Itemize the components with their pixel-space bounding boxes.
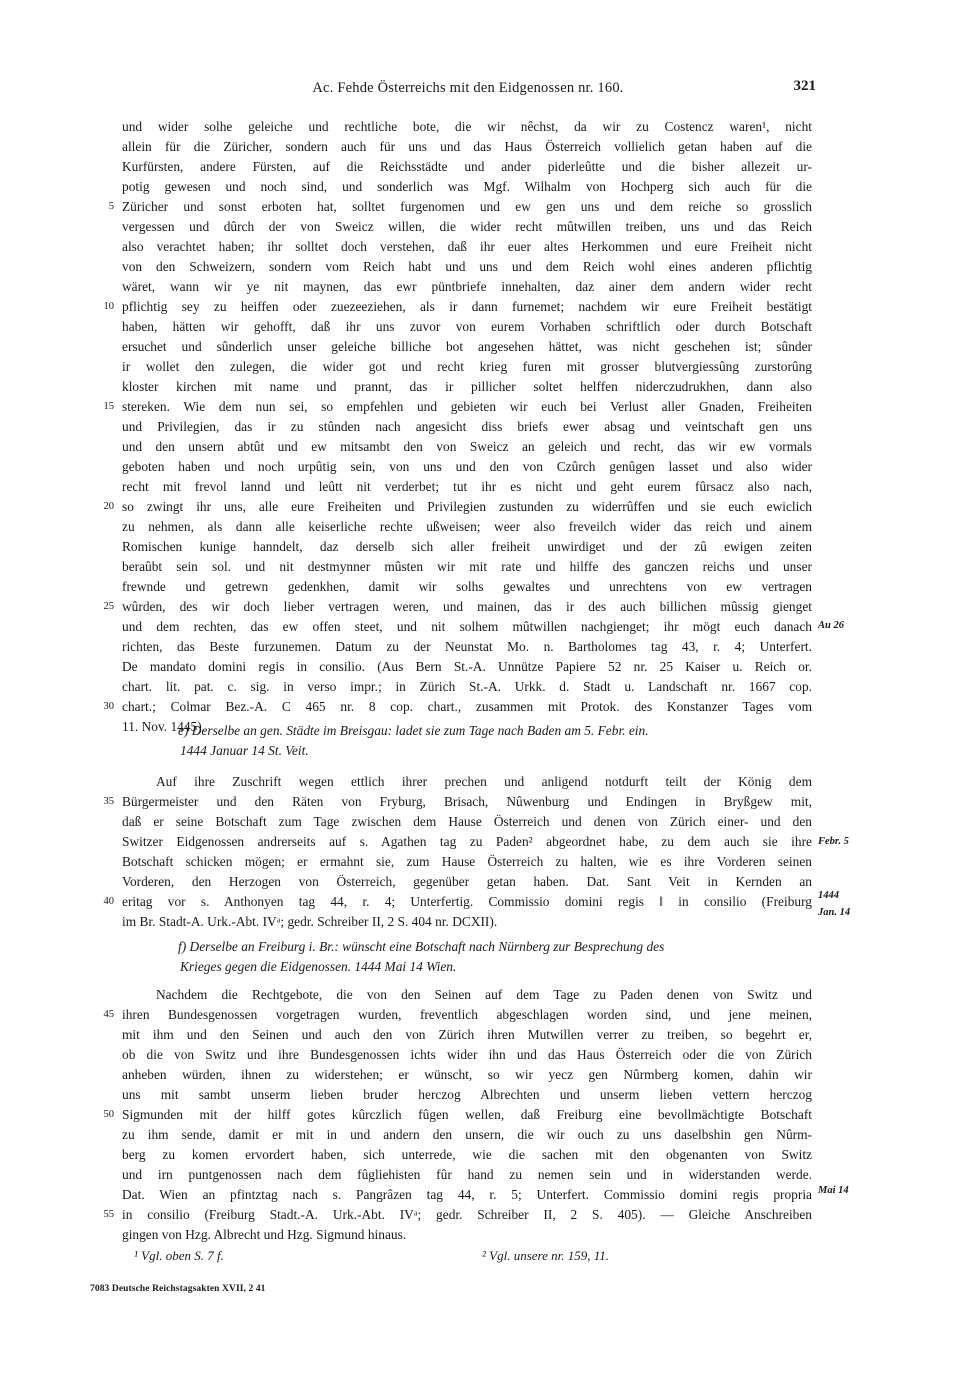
- text-line: [122, 377, 812, 397]
- text-line: [122, 257, 812, 277]
- text-line: [122, 417, 812, 437]
- line-text: und dem rechten, das ew offen steet, und nit solhem mûtwillen nachgienget; ihr mögt euch danach: [122, 619, 812, 634]
- line-number: 20: [103, 501, 114, 512]
- text-line: [103, 1005, 812, 1025]
- text-line: [122, 577, 812, 597]
- line-text: Bürgermeister und den Räten von Fryburg, Brisach, Nûwenburg und Endingen in Bryßgew mit,: [122, 794, 812, 809]
- text-line: [122, 317, 812, 337]
- line-text: und Privilegien, das ir zu stûnden nach angesicht diss briefs ewer absag und veintschaft gen uns: [122, 419, 812, 434]
- line-number: 45: [103, 1009, 114, 1020]
- line-text: recht mit frevol lannd und leûtt nit verderbet; tut ihr es nicht und geht eurem fûrsacz also nach,: [122, 479, 812, 494]
- line-text: Switzer Eidgenossen andrerseits auf s. Agathen tag zu Paden² abgeordnet habe, zu dem auch sie ihre: [122, 834, 812, 849]
- text-line: [122, 1065, 812, 1085]
- printer-signature: 7083 Deutsche Reichstagsakten XVII, 2 41: [90, 1284, 266, 1294]
- text-line: [122, 557, 812, 577]
- section-f-heading-line1: f) Derselbe an Freiburg i. Br.: wünscht eine Botschaft nach Nürnberg zur Besprechung des: [178, 939, 665, 954]
- line-text: und wider solhe geleiche und rechtliche bote, die wir nêchst, da wir zu Costencz waren¹, nicht: [122, 119, 812, 134]
- text-line: [122, 637, 812, 657]
- text-line: [122, 677, 812, 697]
- text-block-letter-continuation: [103, 117, 812, 737]
- line-number: 5: [108, 201, 114, 212]
- text-line: [122, 1225, 812, 1245]
- line-text: Auf ihre Zuschrift wegen ettlich ihrer prechen und anligend notdurft teilt der König dem: [156, 774, 812, 789]
- text-line: [122, 657, 812, 677]
- text-line: [103, 1205, 812, 1225]
- line-text: Romischen kunige hanndelt, daz derselb sich aller freiheit unwirdiget und der zû ewigen zeiten: [122, 539, 812, 554]
- line-text: vergessen und dûrch der von Sweicz willen, die wider recht mûtwillen treiben, uns und das Reich: [122, 219, 812, 234]
- margin-note-febr: Febr. 5: [818, 836, 849, 847]
- text-line: [103, 1105, 812, 1125]
- line-text: ob die von Switz und ihre Bundesgenossen ichts wider ihn und das Haus Österreich oder die von Zürich: [122, 1047, 812, 1062]
- line-text: und irn puntgenossen nach dem fûgliehisten fûr hand zu nemen sein und in widerstanden werde.: [122, 1167, 812, 1182]
- line-text: De mandato domini regis in consilio. (Aus Bern St.-A. Unnütze Papiere 52 nr. 25 Kaiser u. Reich or.: [122, 659, 812, 674]
- text-line: [103, 297, 812, 317]
- text-line: [122, 177, 812, 197]
- line-number: 30: [103, 701, 114, 712]
- footnote-2: ² Vgl. unsere nr. 159, 11.: [482, 1248, 610, 1263]
- line-text: anheben würden, ihnen zu widerstehen; er wünscht, so wir yecz gen Nûrmberg komen, dahin wir: [122, 1067, 812, 1082]
- line-text: Kurfürsten, andere Fürsten, auf die Reichsstädte und ander piderleûtte und die bisher allezeit ur-: [122, 159, 812, 174]
- text-line: [122, 772, 812, 792]
- line-text: von den Schweizern, sondern vom Reich habt und uns und dem Reich wohl eines anderen pflichtig: [122, 259, 812, 274]
- line-text: wäret, wann wir ye nit maynen, das ewr püntbriefe innehalten, daz ainer dem andern wider recht: [122, 279, 812, 294]
- line-number: 15: [103, 401, 114, 412]
- line-text: frewnde und getrewn gedenkhen, damit wir solhs gewaltes und unrechtens von ew vertragen: [122, 579, 812, 594]
- line-number: 40: [103, 896, 114, 907]
- line-text: chart.; Colmar Bez.-A. C 465 nr. 8 cop. chart., zusammen mit Protok. des Konstanzer Tages vom: [122, 699, 812, 714]
- text-line: [122, 337, 812, 357]
- line-text: ihren Bundesgenossen vorgetragen wurden, freventlich abgeschlagen worden sind, und jene meinen,: [122, 1007, 812, 1022]
- line-number: 35: [103, 796, 114, 807]
- text-line: [103, 597, 812, 617]
- text-line: [122, 832, 812, 852]
- text-line: [122, 277, 812, 297]
- line-text: Züricher und sonst erboten hat, solltet furgenomen und ew gen uns und dem reiche so grosslich: [122, 199, 812, 214]
- line-text: daß er seine Botschaft zum Tage zwischen dem Hause Österreich und denen von Zürich einer- und den: [122, 814, 812, 829]
- line-text: pflichtig sey zu heiffen oder zuezeeziehen, als ir dann furnemet; nachdem wir eure Freiheit bestätigt: [122, 299, 812, 314]
- text-line: [103, 697, 812, 717]
- margin-note-aug: Au 26: [818, 620, 844, 631]
- margin-note-mai: Mai 14: [818, 1185, 849, 1196]
- text-line: [122, 1165, 812, 1185]
- section-f-body: [103, 985, 812, 1245]
- margin-note-jan-year: 1444: [818, 890, 839, 901]
- line-text: Vorderen, den Herzogen von Österreich, gegenüber getan haben. Dat. Sant Veit in Kernden an: [122, 874, 812, 889]
- line-text: Botschaft schicken mögen; er ermahnt sie, zum Hause Österreich zu halten, wie es ihre Vorderen seinen: [122, 854, 812, 869]
- text-line: [122, 117, 812, 137]
- line-text: in consilio (Freiburg Stadt.-A. Urk.-Abt. IVᵃ; gedr. Schreiber II, 2 S. 405). — Gleiche Anschreiben: [122, 1207, 812, 1222]
- line-text: richten, das Beste furzunemen. Datum zu der Neunstat Mo. n. Bartholomes tag 43, r. 4; Unterfert.: [122, 639, 812, 654]
- text-line: [103, 892, 812, 912]
- line-text: zu nehmen, als dann alle keiserliche rechte ußweisen; weer also freveilch wider das reich und ainem: [122, 519, 812, 534]
- line-text: so zwingt ihr uns, alle eure Freiheiten und Privilegien zustunden zu widerrûffen und sie euch ewiclich: [122, 499, 812, 514]
- running-header: [120, 80, 816, 104]
- text-line: [122, 237, 812, 257]
- line-text: gingen von Hzg. Albrecht und Hzg. Sigmund hinaus.: [122, 1227, 407, 1242]
- text-line: [122, 1045, 812, 1065]
- running-header-title: Ac. Fehde Österreichs mit den Eidgenossen nr. 160.: [312, 80, 624, 96]
- line-text: kloster kirchen mit name und prannt, das ir pillicher soltet helffen niderczudrukhen, dann also: [122, 379, 812, 394]
- text-line: [122, 1085, 812, 1105]
- text-line: [122, 457, 812, 477]
- footnote-1: ¹ Vgl. oben S. 7 f.: [134, 1248, 224, 1263]
- line-text: mit ihm und den Seinen und auch den von Zürich ihren Mutwillen verrer zu treiben, so begehrt er,: [122, 1027, 812, 1042]
- section-e-heading-line1: e) Derselbe an gen. Städte im Breisgau: ladet sie zum Tage nach Baden am 5. Febr. ein.: [178, 723, 649, 738]
- text-line: [122, 157, 812, 177]
- line-text: im Br. Stadt-A. Urk.-Abt. IVᵃ; gedr. Schreiber II, 2 S. 404 nr. DCXII).: [122, 914, 498, 929]
- line-text: wûrden, des wir doch lieber vertragen weren, und mainen, das ir des auch billichen mûssig gienget: [122, 599, 812, 614]
- section-e: [122, 721, 812, 761]
- line-text: eritag vor s. Anthonyen tag 44, r. 4; Unterfertig. Commissio domini regis ‖ in consilio (Freiburg: [122, 894, 812, 909]
- margin-note-jan-date: Jan. 14: [818, 907, 851, 918]
- text-line: [122, 137, 812, 157]
- line-text: geboten haben und noch urpûtig sein, von uns und den von Czûrch genûgen lasset und also wider: [122, 459, 812, 474]
- line-number: 55: [103, 1209, 114, 1220]
- section-e-heading-line2: 1444 Januar 14 St. Veit.: [180, 743, 309, 758]
- line-text: berg zu komen ervordert haben, sich unterrede, wie die sachen mit den obgenanten von Switz: [122, 1147, 812, 1162]
- text-line: [103, 397, 812, 417]
- line-text: Sigmunden mit der hilff gotes kûrczlich fûgen wellen, daß Freiburg eine bevollmächtigte Botschaft: [122, 1107, 812, 1122]
- text-line: [122, 357, 812, 377]
- text-line: [103, 792, 812, 812]
- line-number: 10: [103, 301, 114, 312]
- line-text: ersuchet und sûnderlich unser geleiche billiche bot angesehen hättet, was nicht geschehen ist; sûnder: [122, 339, 812, 354]
- line-text: also verachtet haben; ihr solltet doch verstehen, daß ihr euer altes Herkommen und eure Freiheit nicht: [122, 239, 812, 254]
- text-line: [103, 497, 812, 517]
- line-text: potig gewesen und noch sind, und sonderlich was Mgf. Wilhalm von Hochperg sich auch für die: [122, 179, 812, 194]
- line-text: Dat. Wien an pfintztag nach s. Pangrâzen tag 44, r. 5; Unterfert. Commissio domini regis propria: [122, 1187, 812, 1202]
- text-line: [122, 1185, 812, 1205]
- text-line: [122, 437, 812, 457]
- line-number: 25: [103, 601, 114, 612]
- line-text: uns mit sambt unserm lieben bruder herczog Albrechten und unserm lieben vettern herczog: [122, 1087, 812, 1102]
- section-f: [122, 937, 812, 977]
- footnotes: [122, 1248, 812, 1268]
- line-text: chart. lit. pat. c. sig. in verso impr.; in Zürich St.-A. Urkk. d. Stadt u. Landschaft nr. 1667 cop.: [122, 679, 812, 694]
- text-line: [122, 812, 812, 832]
- text-line: [122, 912, 812, 932]
- text-line: [122, 537, 812, 557]
- line-text: zu ihm sende, damit er mit in und andern den unsern, die wir ouch zu uns daselbshin gen Nûrm-: [122, 1127, 812, 1142]
- text-line: [122, 1125, 812, 1145]
- text-line: [122, 617, 812, 637]
- text-line: [122, 872, 812, 892]
- text-line: [122, 985, 812, 1005]
- section-e-body: [103, 772, 812, 932]
- section-f-heading-line2: Krieges gegen die Eidgenossen. 1444 Mai 14 Wien.: [180, 959, 457, 974]
- text-line: [122, 517, 812, 537]
- line-text: stereken. Wie dem nun sei, so empfehlen und gebieten wir euch bei Verlust aller Gnaden, Freiheiten: [122, 399, 812, 414]
- text-line: [122, 217, 812, 237]
- line-text: allein für die Züricher, sondern auch für uns und das Haus Österreich vollielich getan haben auf die: [122, 139, 812, 154]
- line-text: beraûbt sein sol. und nit destmynner mûsten wir mit rate und hilffe des ganczen reichs und unser: [122, 559, 812, 574]
- line-text: und den unsern abtût und ew mitsambt den von Sweicz an geleich und recht, das wir ew vormals: [122, 439, 812, 454]
- text-line: [122, 852, 812, 872]
- line-number: 50: [103, 1109, 114, 1120]
- line-text: ir wollet den zulegen, die wider got und recht krieg furen mit grosser blutvergiessûng zurstorûng: [122, 359, 812, 374]
- text-line: [122, 1145, 812, 1165]
- line-text: haben, hätten wir gehofft, daß ihr uns zuvor von eurem Vorhaben schriftlich oder durch Botschaft: [122, 319, 812, 334]
- text-line: [108, 197, 812, 217]
- line-text: 11. Nov. 1445).: [122, 719, 206, 734]
- page-number: 321: [793, 78, 816, 94]
- text-line: [122, 1025, 812, 1045]
- text-line: [122, 477, 812, 497]
- line-text: Nachdem die Rechtgebote, die von den Seinen auf dem Tage zu Paden denen von Switz und: [156, 987, 812, 1002]
